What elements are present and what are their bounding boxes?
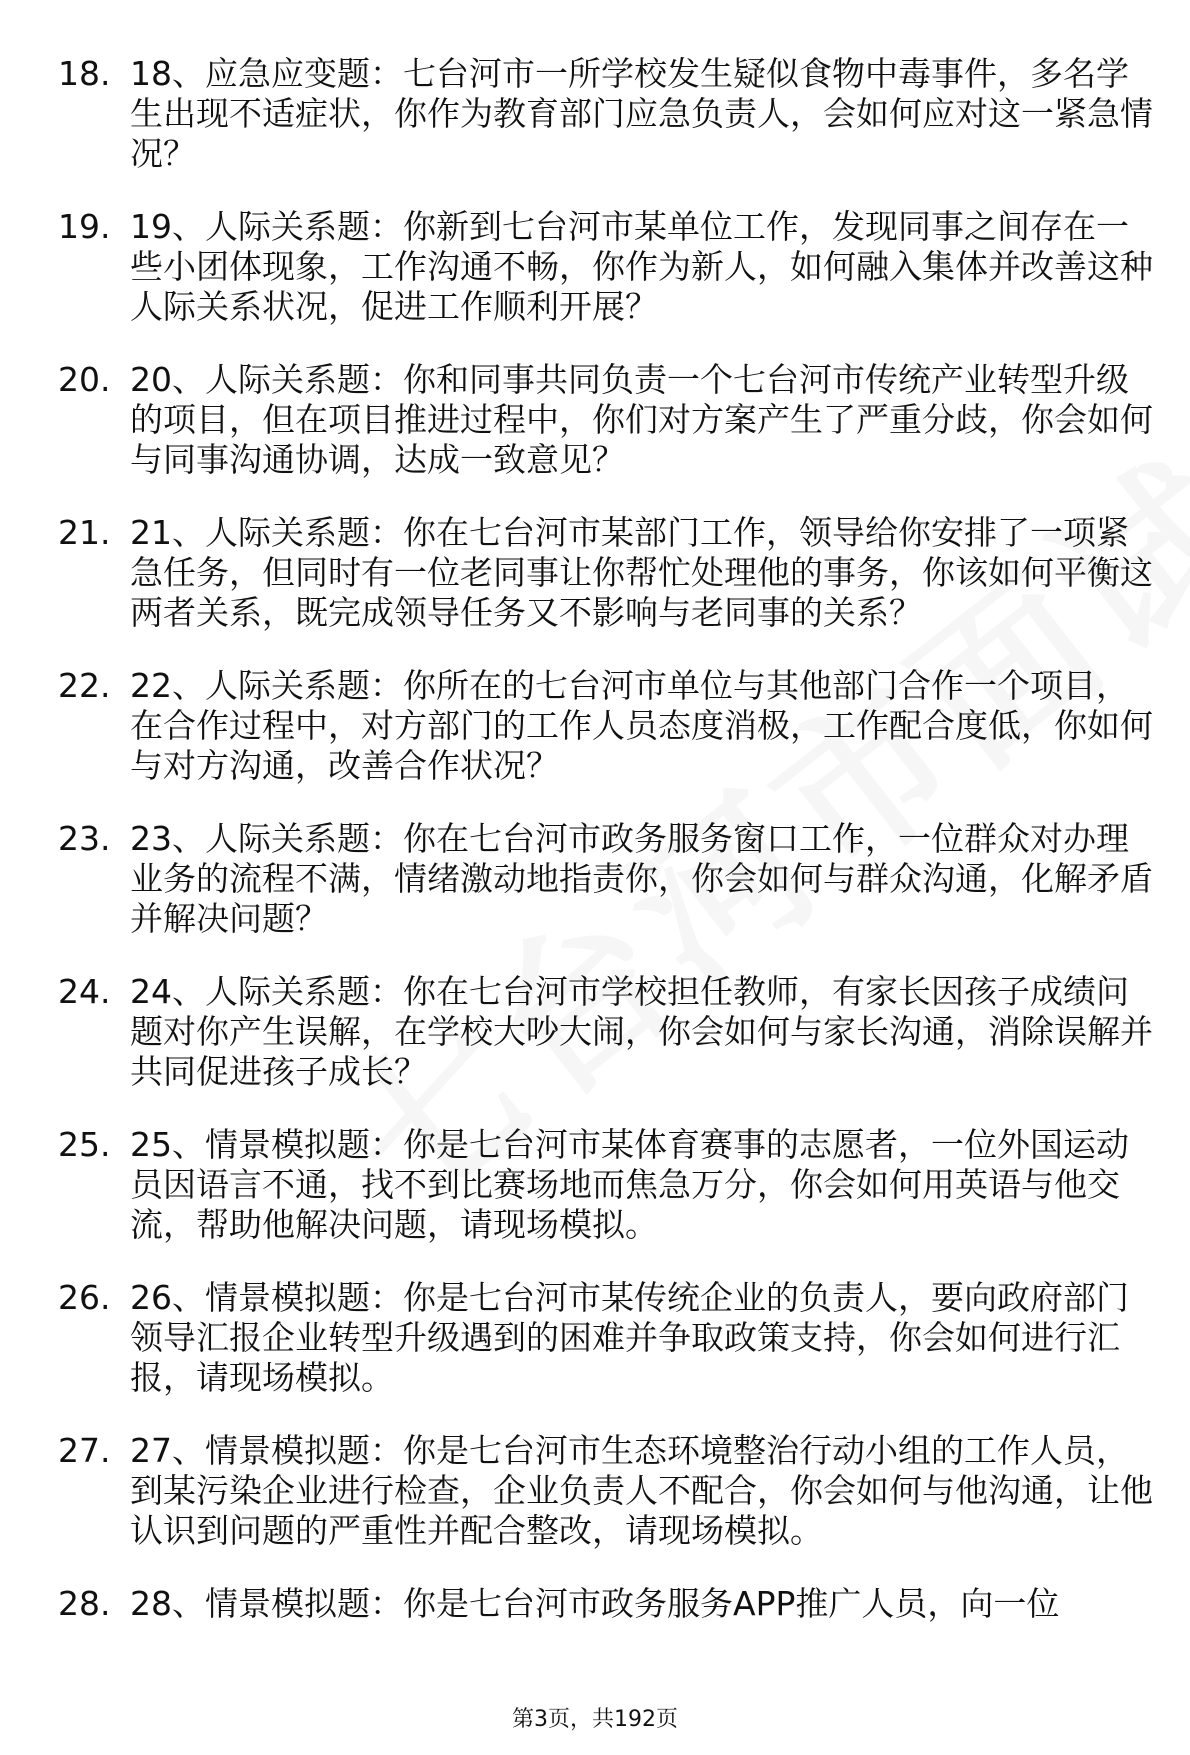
question-item — [58, 819, 1154, 939]
question-number: 21. — [58, 513, 111, 552]
question-text: 21、人际关系题：你在七台河市某部门工作，领导给你安排了一项紧急任务，但同时有一位老同事让你帮忙处理他的事务，你该如何平衡这两者关系，既完成领导任务又不影响与老同事的关系？ — [130, 513, 1153, 632]
question-number: 24. — [58, 972, 111, 1011]
question-number: 25. — [58, 1125, 111, 1164]
page-footer: 第3页，共192页 — [512, 1707, 678, 1732]
question-item — [58, 666, 1154, 786]
question-text: 25、情景模拟题：你是七台河市某体育赛事的志愿者，一位外国运动员因语言不通，找不到比赛场地而焦急万分，你会如何用英语与他交流，帮助他解决问题，请现场模拟。 — [130, 1125, 1129, 1244]
question-text: 27、情景模拟题：你是七台河市生态环境整治行动小组的工作人员，到某污染企业进行检查，企业负责人不配合，你会如何与他沟通，让他认识到问题的严重性并配合整改，请现场模拟。 — [130, 1431, 1153, 1550]
question-number: 23. — [58, 819, 111, 858]
question-text: 24、人际关系题：你在七台河市学校担任教师，有家长因孩子成绩问题对你产生误解，在学校大吵大闹，你会如何与家长沟通，消除误解并共同促进孩子成长？ — [130, 972, 1153, 1091]
question-text: 18、应急应变题：七台河市一所学校发生疑似食物中毒事件，多名学生出现不适症状，你作为教育部门应急负责人，会如何应对这一紧急情况？ — [130, 54, 1153, 173]
question-text: 20、人际关系题：你和同事共同负责一个七台河市传统产业转型升级的项目，但在项目推进过程中，你们对方案产生了严重分歧，你会如何与同事沟通协调，达成一致意见？ — [130, 360, 1153, 479]
question-item — [58, 360, 1154, 480]
question-number: 26. — [58, 1278, 111, 1317]
question-item — [58, 1431, 1154, 1551]
question-item — [58, 1125, 1154, 1245]
question-number: 22. — [58, 666, 111, 705]
question-text: 19、人际关系题：你新到七台河市某单位工作，发现同事之间存在一些小团体现象，工作沟通不畅，你作为新人，如何融入集体并改善这种人际关系状况，促进工作顺利开展？ — [130, 207, 1153, 326]
question-item — [58, 207, 1154, 327]
question-item — [58, 1278, 1154, 1398]
question-item — [58, 1584, 1154, 1624]
question-text: 28、情景模拟题：你是七台河市政务服务APP推广人员，向一位 — [130, 1584, 1060, 1623]
question-item — [58, 972, 1154, 1092]
question-item — [58, 513, 1154, 633]
question-list — [58, 54, 1154, 1657]
question-text: 23、人际关系题：你在七台河市政务服务窗口工作，一位群众对办理业务的流程不满，情绪激动地指责你，你会如何与群众沟通，化解矛盾并解决问题？ — [130, 819, 1153, 938]
question-number: 28. — [58, 1584, 111, 1623]
question-number: 19. — [58, 207, 111, 246]
question-text: 22、人际关系题：你所在的七台河市单位与其他部门合作一个项目，在合作过程中，对方部门的工作人员态度消极，工作配合度低，你如何与对方沟通，改善合作状况？ — [130, 666, 1153, 785]
question-number: 18. — [58, 54, 111, 93]
question-number: 20. — [58, 360, 111, 399]
question-item — [58, 54, 1154, 174]
question-number: 27. — [58, 1431, 111, 1470]
question-text: 26、情景模拟题：你是七台河市某传统企业的负责人，要向政府部门领导汇报企业转型升级遇到的困难并争取政策支持，你会如何进行汇报，请现场模拟。 — [130, 1278, 1129, 1397]
